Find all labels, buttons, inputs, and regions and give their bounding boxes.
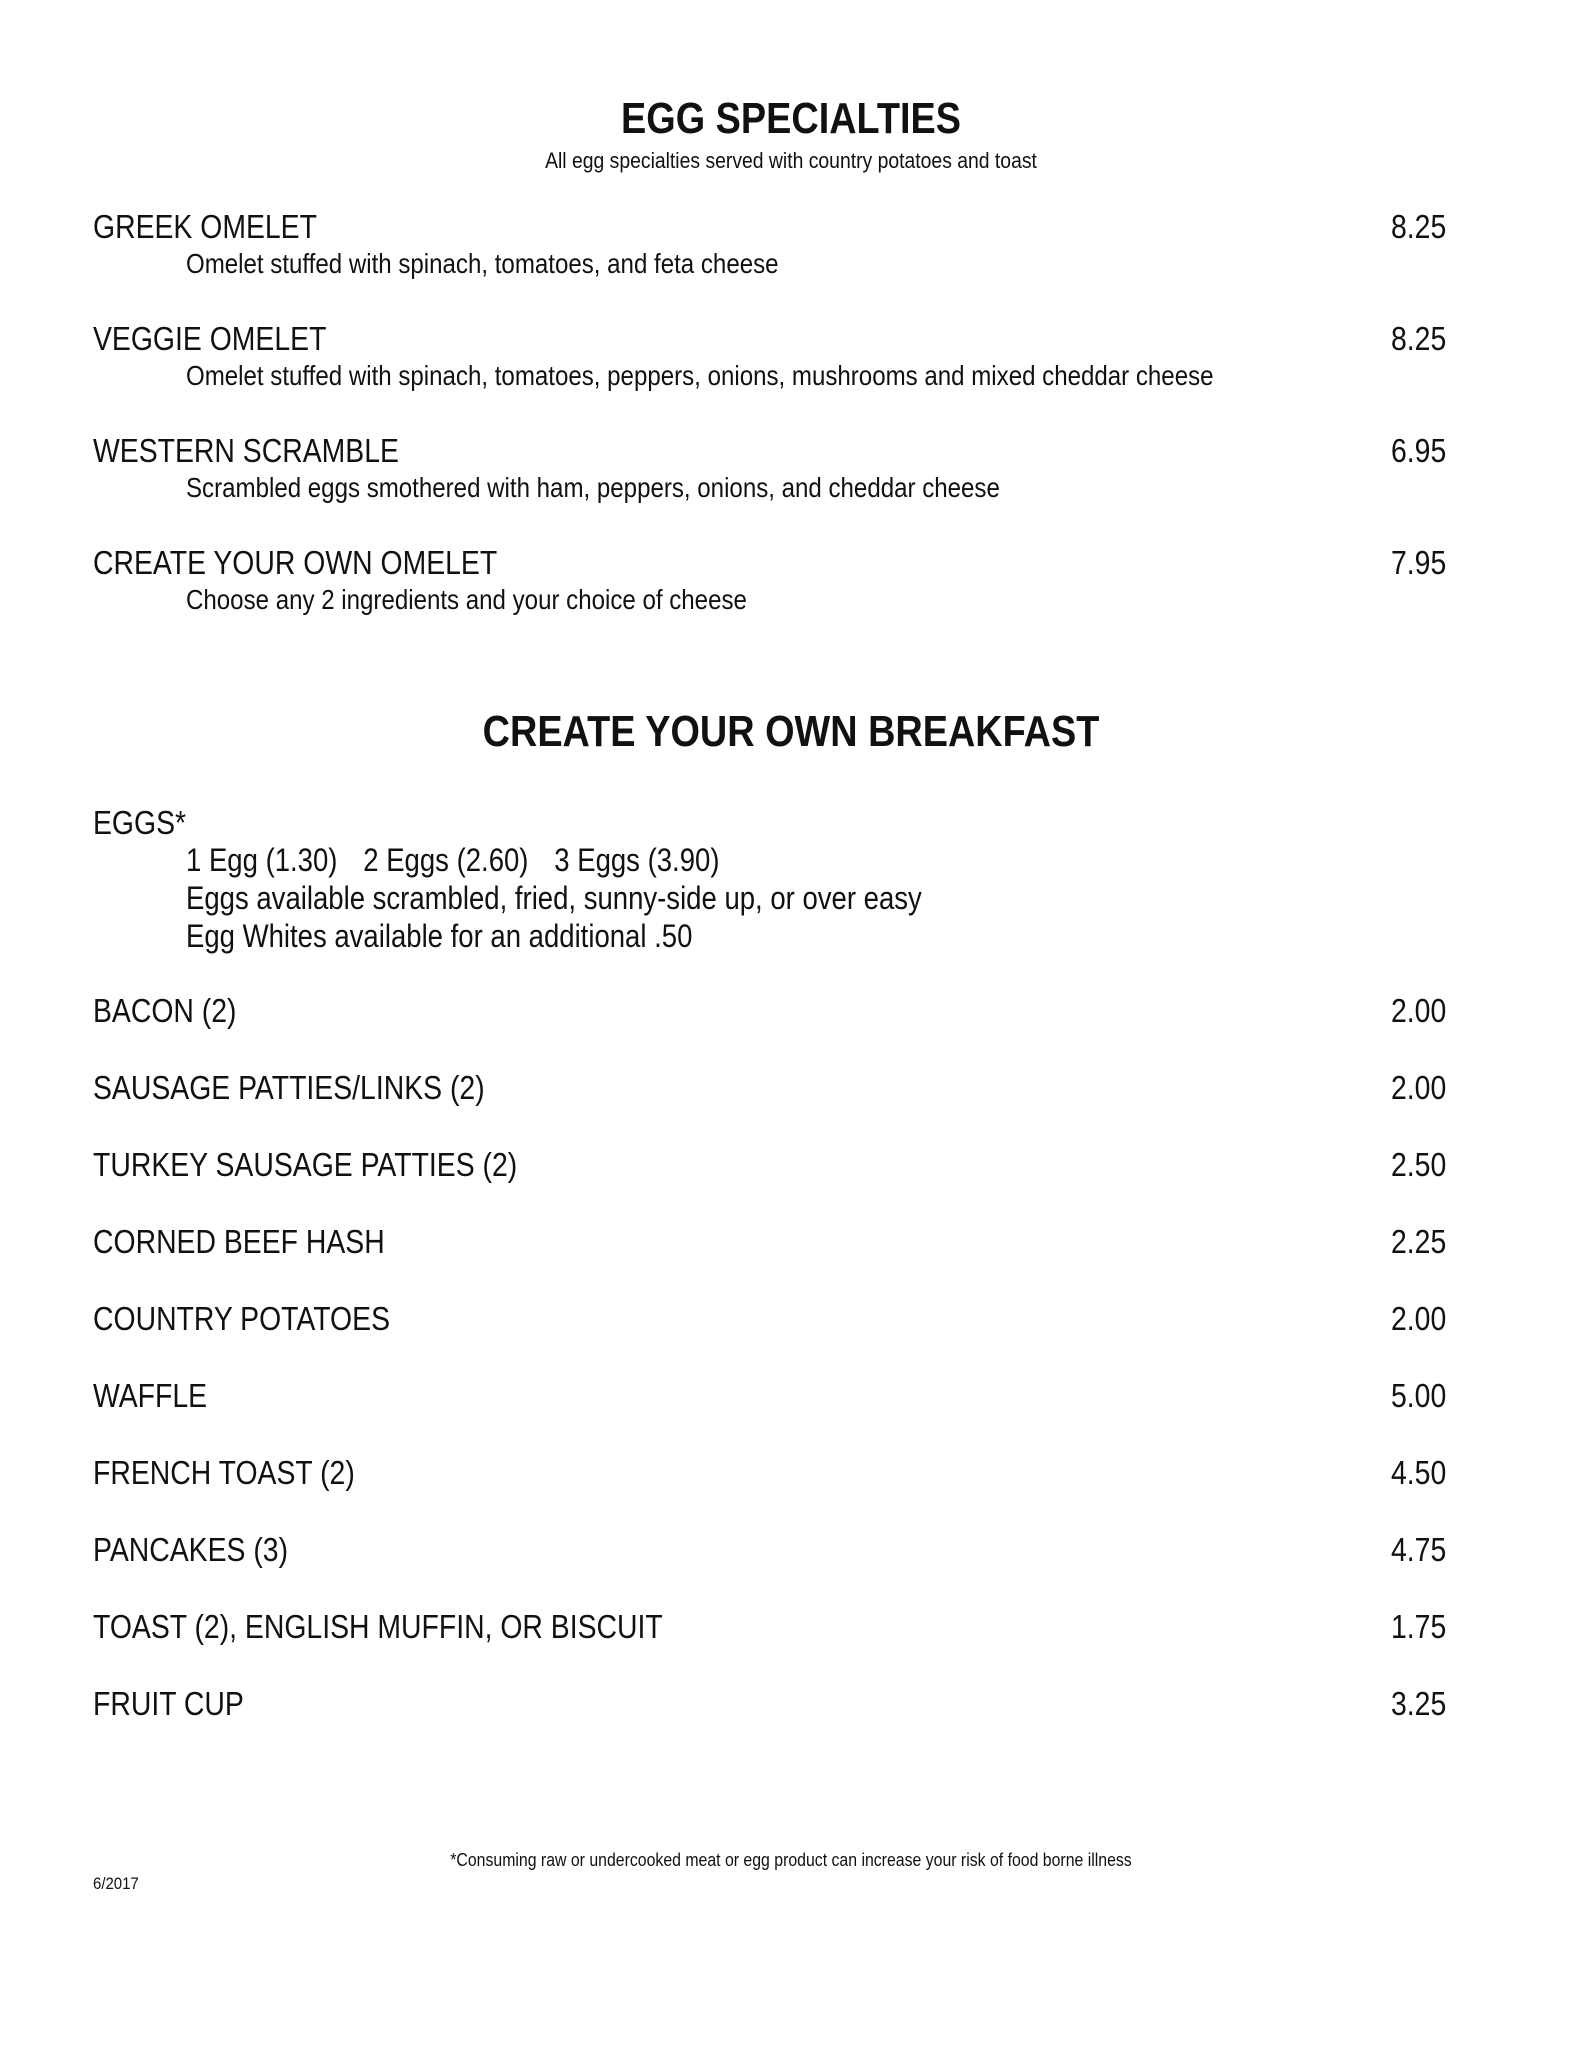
egg-styles: Eggs available scrambled, fried, sunny-side up, or over easy — [186, 880, 922, 916]
menu-item-description: Omelet stuffed with spinach, tomatoes, and feta cheese — [186, 248, 779, 279]
menu-item-description: Choose any 2 ingredients and your choice of cheese — [186, 584, 747, 615]
menu-date: 6/2017 — [93, 1874, 139, 1893]
menu-item-price: 2.25 — [1390, 1223, 1446, 1260]
egg-option: 2 Eggs (2.60) — [363, 842, 529, 878]
food-safety-disclaimer: *Consuming raw or undercooked meat or egg product can increase your risk of food borne illness — [450, 1850, 1132, 1870]
eggs-item-name: EGGS* — [93, 804, 187, 841]
menu-item-name: WAFFLE — [93, 1377, 208, 1414]
menu-item-name: WESTERN SCRAMBLE — [93, 432, 399, 469]
menu-item-name: CREATE YOUR OWN OMELET — [93, 544, 498, 581]
egg-whites-note: Egg Whites available for an additional .50 — [186, 918, 693, 954]
menu-item-name: BACON (2) — [93, 992, 237, 1029]
egg-option: 3 Eggs (3.90) — [554, 842, 720, 878]
menu-item-name: CORNED BEEF HASH — [93, 1223, 385, 1260]
menu-item-name: FRUIT CUP — [93, 1685, 244, 1722]
menu-item-name: TOAST (2), ENGLISH MUFFIN, OR BISCUIT — [93, 1608, 663, 1645]
menu-item-price: 3.25 — [1390, 1685, 1446, 1722]
menu-item-name: COUNTRY POTATOES — [93, 1300, 390, 1337]
create-breakfast-title: CREATE YOUR OWN BREAKFAST — [482, 707, 1100, 756]
egg-options — [186, 842, 745, 879]
menu-item-price: 8.25 — [1390, 320, 1446, 357]
menu-item-name: TURKEY SAUSAGE PATTIES (2) — [93, 1146, 518, 1183]
menu-item-price: 7.95 — [1390, 544, 1446, 581]
menu-item-name: SAUSAGE PATTIES/LINKS (2) — [93, 1069, 485, 1106]
menu-item-name: FRENCH TOAST (2) — [93, 1454, 355, 1491]
menu-item-price: 1.75 — [1390, 1608, 1446, 1645]
menu-item-price: 5.00 — [1390, 1377, 1446, 1414]
egg-specialties-subtitle: All egg specialties served with country potatoes and toast — [545, 148, 1037, 173]
menu-item-name: PANCAKES (3) — [93, 1531, 289, 1568]
menu-item-price: 2.00 — [1390, 1069, 1446, 1106]
menu-item-description: Scrambled eggs smothered with ham, peppers, onions, and cheddar cheese — [186, 472, 1000, 503]
menu-item-price: 6.95 — [1390, 432, 1446, 469]
menu-item-price: 2.00 — [1390, 992, 1446, 1029]
menu-item-name: GREEK OMELET — [93, 208, 317, 245]
menu-item-name: VEGGIE OMELET — [93, 320, 327, 357]
menu-item-description: Omelet stuffed with spinach, tomatoes, peppers, onions, mushrooms and mixed cheddar cheese — [186, 360, 1214, 391]
menu-item-price: 8.25 — [1390, 208, 1446, 245]
menu-item-price: 4.75 — [1390, 1531, 1446, 1568]
egg-option: 1 Egg (1.30) — [186, 842, 338, 878]
egg-specialties-title: EGG SPECIALTIES — [621, 94, 961, 143]
menu-item-price: 2.00 — [1390, 1300, 1446, 1337]
menu-item-price: 4.50 — [1390, 1454, 1446, 1491]
menu-item-price: 2.50 — [1390, 1146, 1446, 1183]
